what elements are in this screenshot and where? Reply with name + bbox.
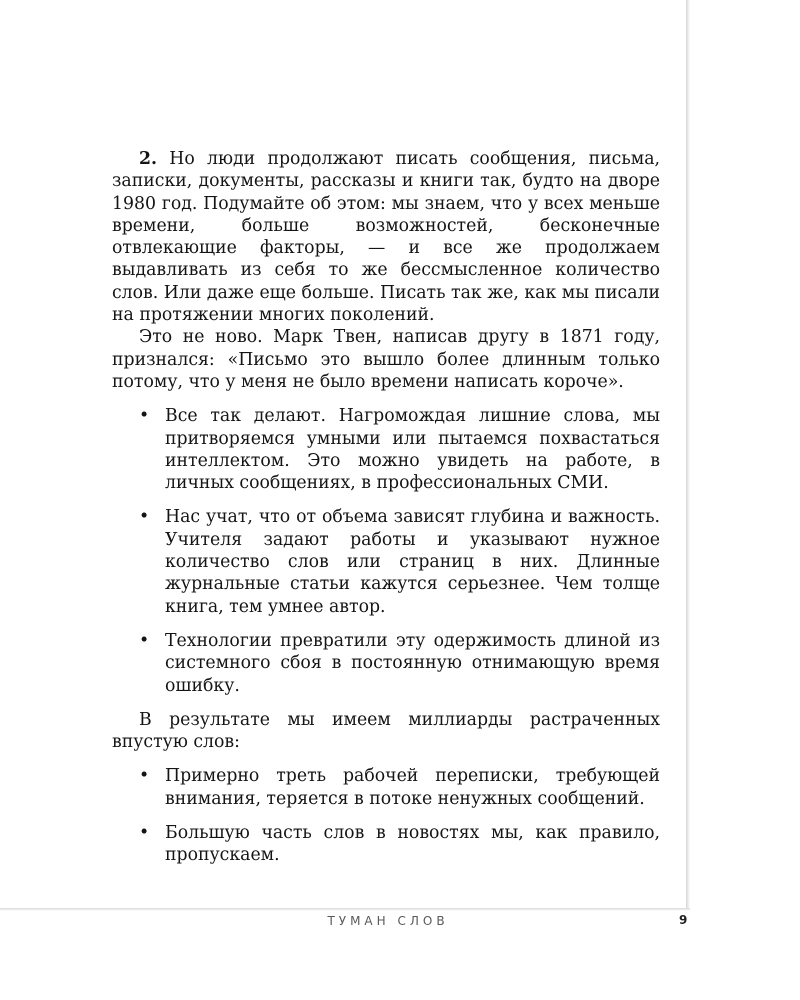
page-bottom-edge [0,908,690,911]
paragraph-3: В результате мы имеем миллиарды растраченных впустую слов: [112,709,660,753]
list-item: • Большую часть слов в новостях мы, как правило, пропускаем. [112,822,660,867]
list-item: • Нас учат, что от объема зависят глубина и важность. Учителя задают работы и указывают нужное количество слов или страниц в них. Длинные журнальные статьи кажутся серьезнее. Чем толще книга, тем умнее автор. [112,506,660,617]
paragraph-number: 2. [139,149,158,169]
page-number: 9 [679,913,688,927]
bullet-list-1 [112,405,660,697]
bullet-list-2 [112,765,660,866]
paragraph-2: Это не ново. Марк Твен, написав другу в 1871 году, признался: «Письмо это вышло более длинным только потому, что у меня не было времени написать короче». [112,327,660,392]
page-edge [686,0,690,910]
list-item: • Примерно треть рабочей переписки, требующей внимания, теряется в потоке ненужных сообщений. [112,765,660,810]
list-item: • Технологии превратили эту одержимость длиной из системного сбоя в постоянную отнимающую время ошибку. [112,630,660,697]
running-title: ТУМАН СЛОВ [327,914,449,928]
list-item: • Все так делают. Нагромождая лишние слова, мы притворяемся умными или пытаемся похвастаться интеллектом. Это можно увидеть на работе, в личных сообщениях, в профессиональных СМИ. [112,405,660,494]
paragraph-1-text: Но люди продолжают писать сообщения, письма, записки, документы, рассказы и книги так, будто на дворе 1980 год. Подумайте об этом: мы знаем, что у всех меньше времени, больше возможностей, бесконечные отвлекающие факторы, — и все же продолжаем выдавливать из себя то же бессмысленное количество слов. Или даже еще больше. Писать так же, как мы писали на протяжении многих поколений. [112,149,660,326]
body-text [112,148,660,867]
paragraph-1 [112,148,660,326]
